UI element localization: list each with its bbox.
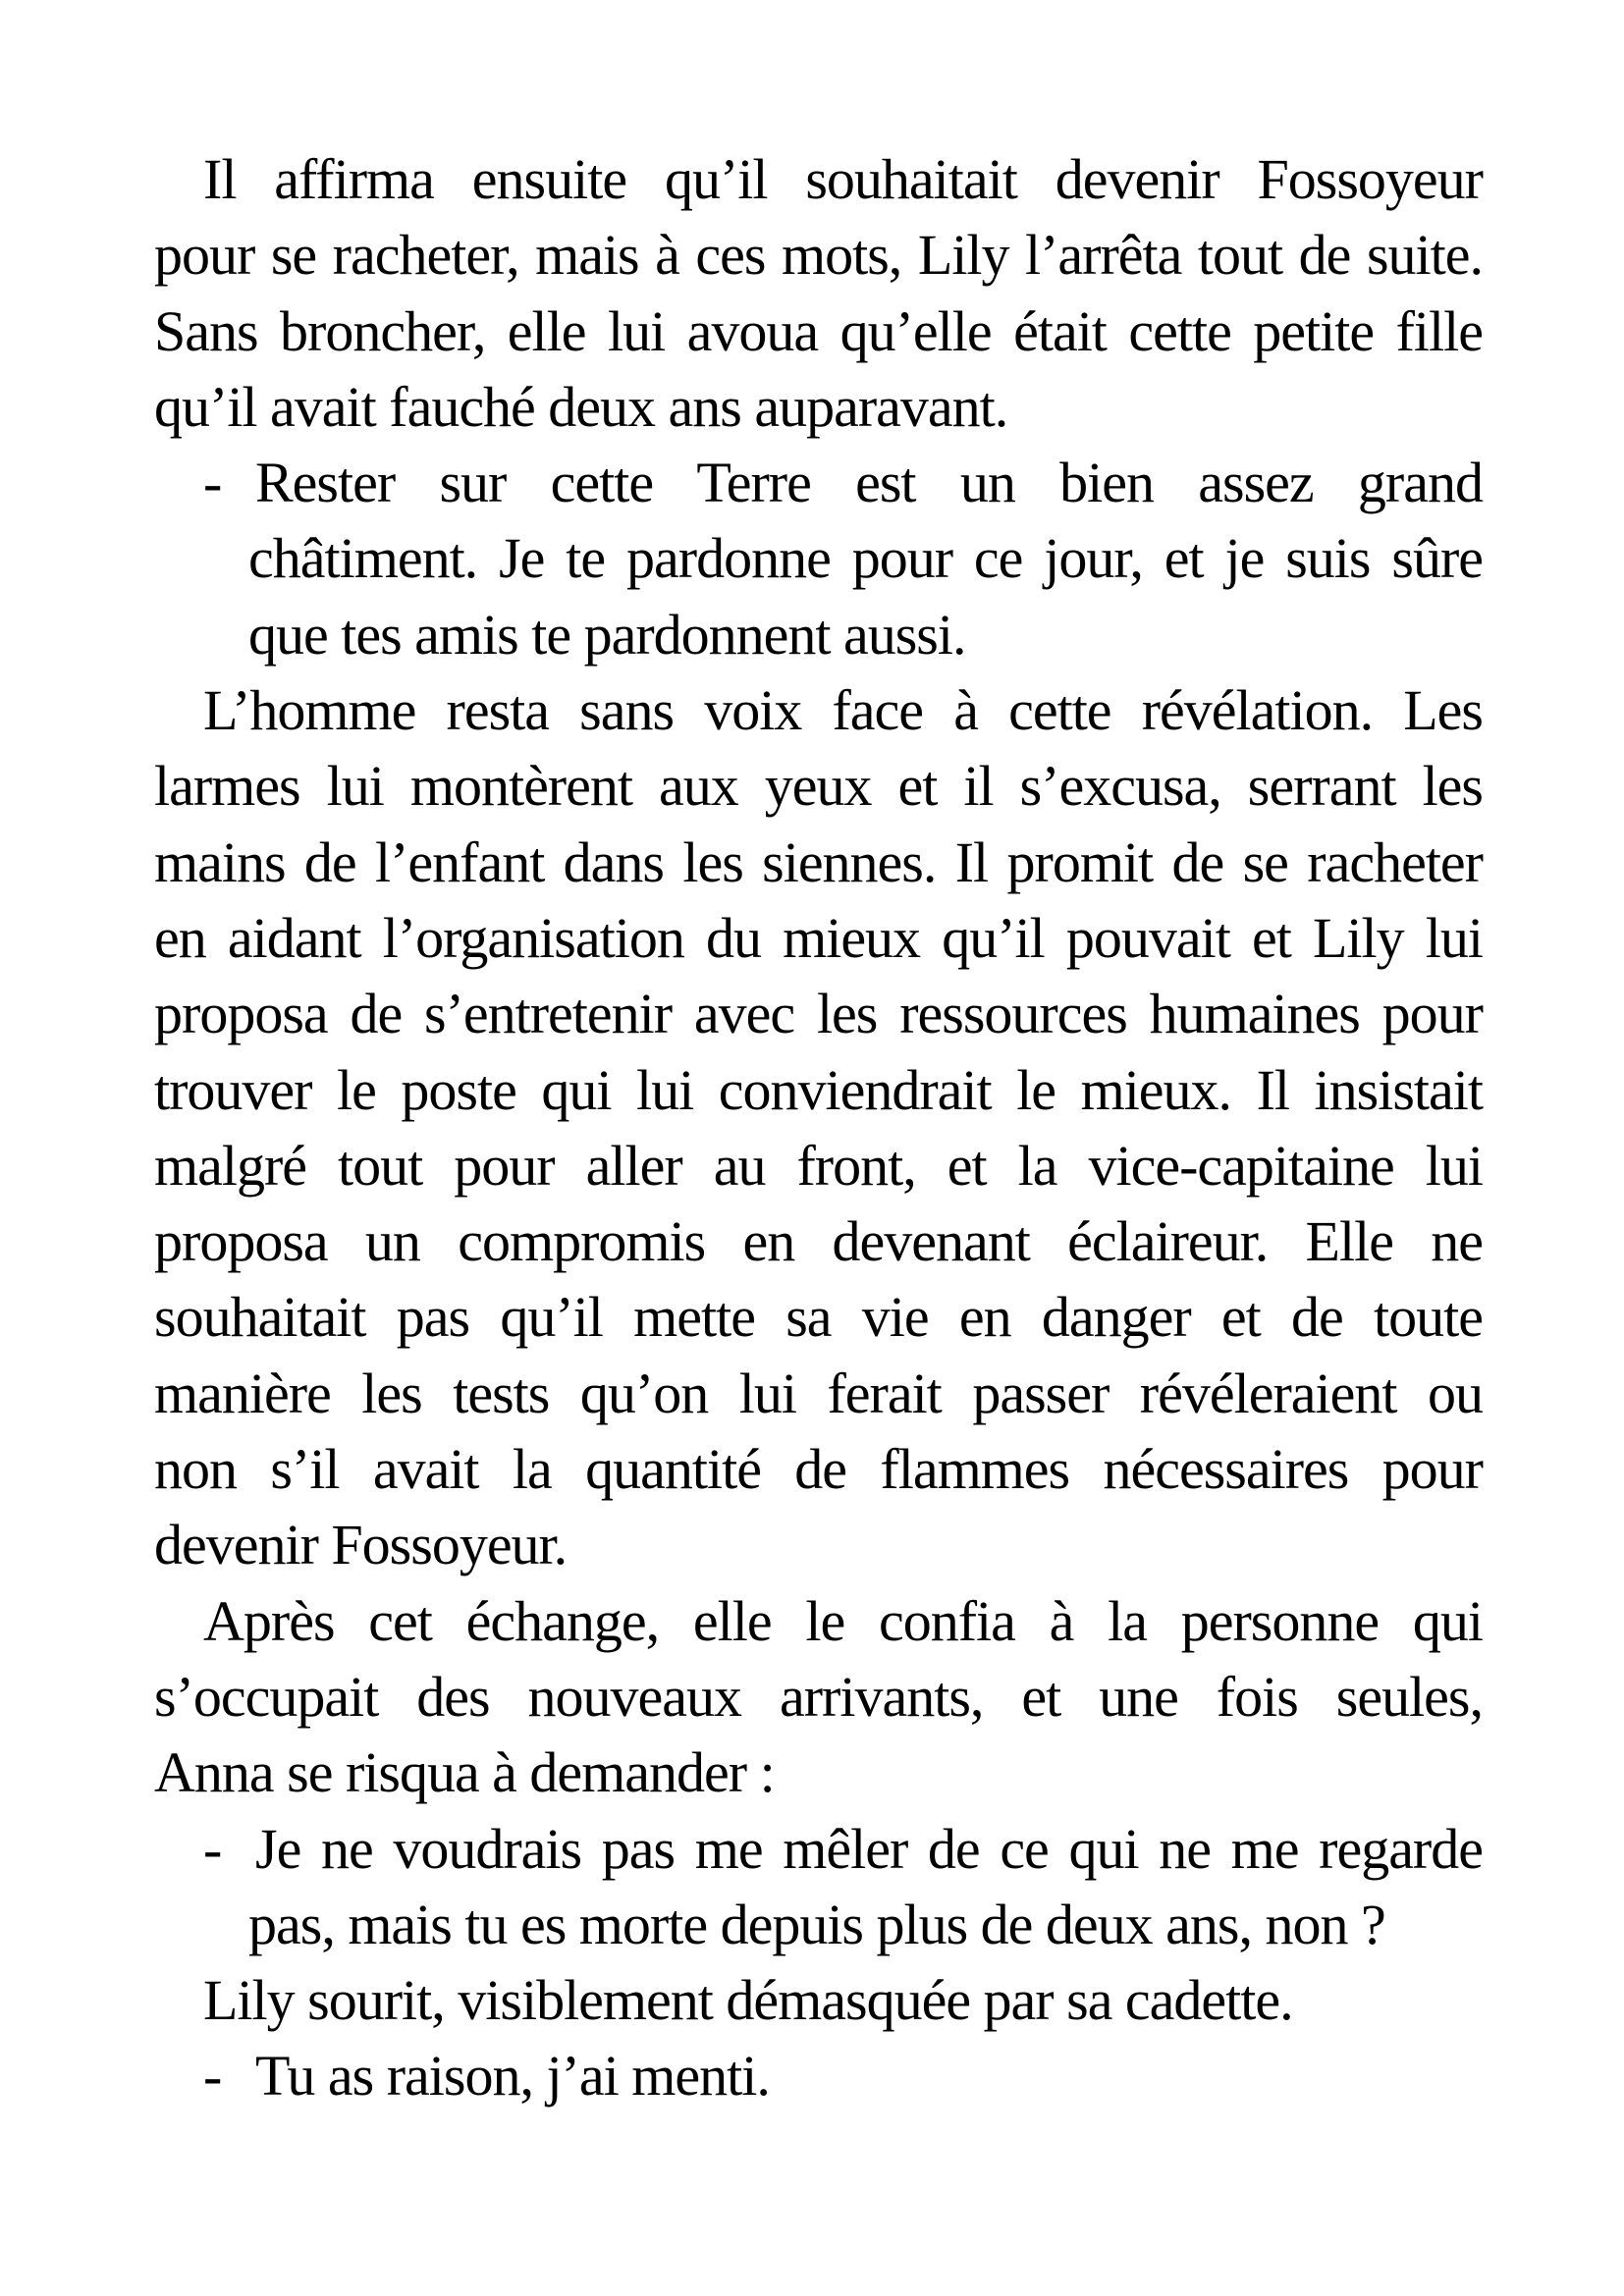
narration-line: s’occupait des nouveaux arrivants, et une fois seules, — [154, 1664, 1483, 1729]
dialogue-line: pas, mais tu es morte depuis plus de deux ans, non ? — [248, 1892, 1385, 1956]
narration-line: larmes lui montèrent aux yeux et il s’excusa, serrant les — [154, 754, 1483, 819]
narration-line: proposa de s’entretenir avec les ressources humaines pour — [154, 982, 1483, 1046]
narration-line: pour se racheter, mais à ces mots, Lily l’arrêta tout de suite. — [154, 223, 1483, 288]
narration-line: non s’il avait la quantité de flammes nécessaires pour — [154, 1437, 1483, 1502]
narration-line: Lily sourit, visiblement démasquée par sa cadette. — [203, 1968, 1293, 2033]
narration-line: qu’il avait fauché deux ans auparavant. — [154, 374, 1008, 439]
dialogue-line: - Rester sur cette Terre est un bien assez grand — [248, 445, 1483, 520]
narration-line: L’homme resta sans voix face à cette révélation. Les — [203, 678, 1483, 743]
narration-line: Après cet échange, elle le confia à la personne qui — [203, 1588, 1483, 1653]
dialogue-dash: - — [203, 2044, 222, 2109]
dialogue-dash: - — [203, 451, 222, 515]
narration-line: devenir Fossoyeur. — [154, 1513, 568, 1577]
narration-line: proposa un compromis en devenant éclaireur. Elle ne — [154, 1209, 1483, 1274]
narration-line: mains de l’enfant dans les siennes. Il promit de se racheter — [154, 829, 1483, 894]
narration-line: en aidant l’organisation du mieux qu’il pouvait et Lily lui — [154, 905, 1483, 970]
narration-line: Sans broncher, elle lui avoua qu’elle était cette petite fille — [154, 298, 1483, 363]
narration-line: trouver le poste qui lui conviendrait le mieux. Il insistait — [154, 1057, 1483, 1122]
narration-line: manière les tests qu’on lui ferait passer révéleraient ou — [154, 1361, 1483, 1425]
dialogue-line: que tes amis te pardonnent aussi. — [248, 602, 966, 667]
narration-line: malgré tout pour aller au front, et la vice-capitaine lui — [154, 1133, 1483, 1198]
dialogue-line: - Je ne voudrais pas me mêler de ce qui ne me regarde — [248, 1811, 1483, 1887]
dialogue-line: - Tu as raison, j’ai menti. — [248, 2038, 1483, 2113]
dialogue-line: châtiment. Je te pardonne pour ce jour, et je suis sûre — [248, 526, 1483, 591]
narration-line: Il affirma ensuite qu’il souhaitait devenir Fossoyeur — [203, 147, 1483, 211]
text-block — [154, 141, 1483, 2114]
narration-line: Anna se risqua à demander : — [154, 1740, 775, 1805]
dialogue-dash: - — [203, 1816, 222, 1881]
narration-line: souhaitait pas qu’il mette sa vie en danger et de toute — [154, 1285, 1483, 1350]
